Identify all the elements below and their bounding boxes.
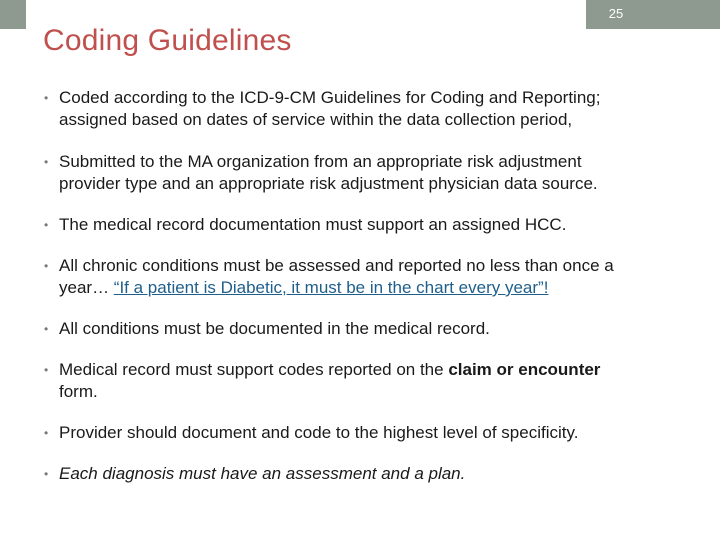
bullet-marker: • bbox=[44, 322, 49, 336]
bullet-item bbox=[44, 214, 694, 236]
bullet-text: provider type and an appropriate risk adjustment physician data source. bbox=[59, 174, 598, 193]
bullet-marker: • bbox=[44, 155, 49, 169]
bullet-marker: • bbox=[44, 91, 49, 105]
bullet-text: Medical record must support codes reported on the bbox=[59, 360, 449, 379]
bullet-marker: • bbox=[44, 426, 49, 440]
bullet-text: All chronic conditions must be assessed and reported no less than once a bbox=[59, 256, 614, 275]
diabetic-quote-link[interactable]: “If a patient is Diabetic, it must be in the chart every year”! bbox=[113, 278, 549, 297]
bullet-item bbox=[44, 318, 694, 340]
bullet-item bbox=[44, 422, 694, 444]
slide-title: Coding Guidelines bbox=[43, 24, 292, 57]
bullet-marker: • bbox=[44, 218, 49, 232]
bullet-item bbox=[44, 359, 694, 403]
bullet-marker: • bbox=[44, 363, 49, 377]
page-number: 25 bbox=[608, 6, 624, 21]
bullet-marker: • bbox=[44, 467, 49, 481]
bullet-text: year… bbox=[59, 278, 114, 297]
bullet-text: assigned based on dates of service within the data collection period, bbox=[59, 110, 573, 129]
bullet-text: All conditions must be documented in the medical record. bbox=[59, 319, 490, 338]
bullet-text: Coded according to the ICD-9-CM Guidelines for Coding and Reporting; bbox=[59, 88, 601, 107]
bullet-text-bold: claim or encounter bbox=[448, 360, 601, 379]
bullet-item bbox=[44, 463, 694, 485]
bullet-text: Submitted to the MA organization from an appropriate risk adjustment bbox=[59, 152, 582, 171]
bullet-text: Provider should document and code to the highest level of specificity. bbox=[59, 423, 579, 442]
bullet-marker: • bbox=[44, 259, 49, 273]
bullet-text: form. bbox=[59, 382, 98, 401]
bullet-item bbox=[44, 87, 694, 131]
bullet-item bbox=[44, 151, 694, 195]
bullet-item bbox=[44, 255, 694, 299]
bullet-text: The medical record documentation must support an assigned HCC. bbox=[59, 215, 567, 234]
bullet-text: Each diagnosis must have an assessment and a plan. bbox=[59, 464, 466, 483]
